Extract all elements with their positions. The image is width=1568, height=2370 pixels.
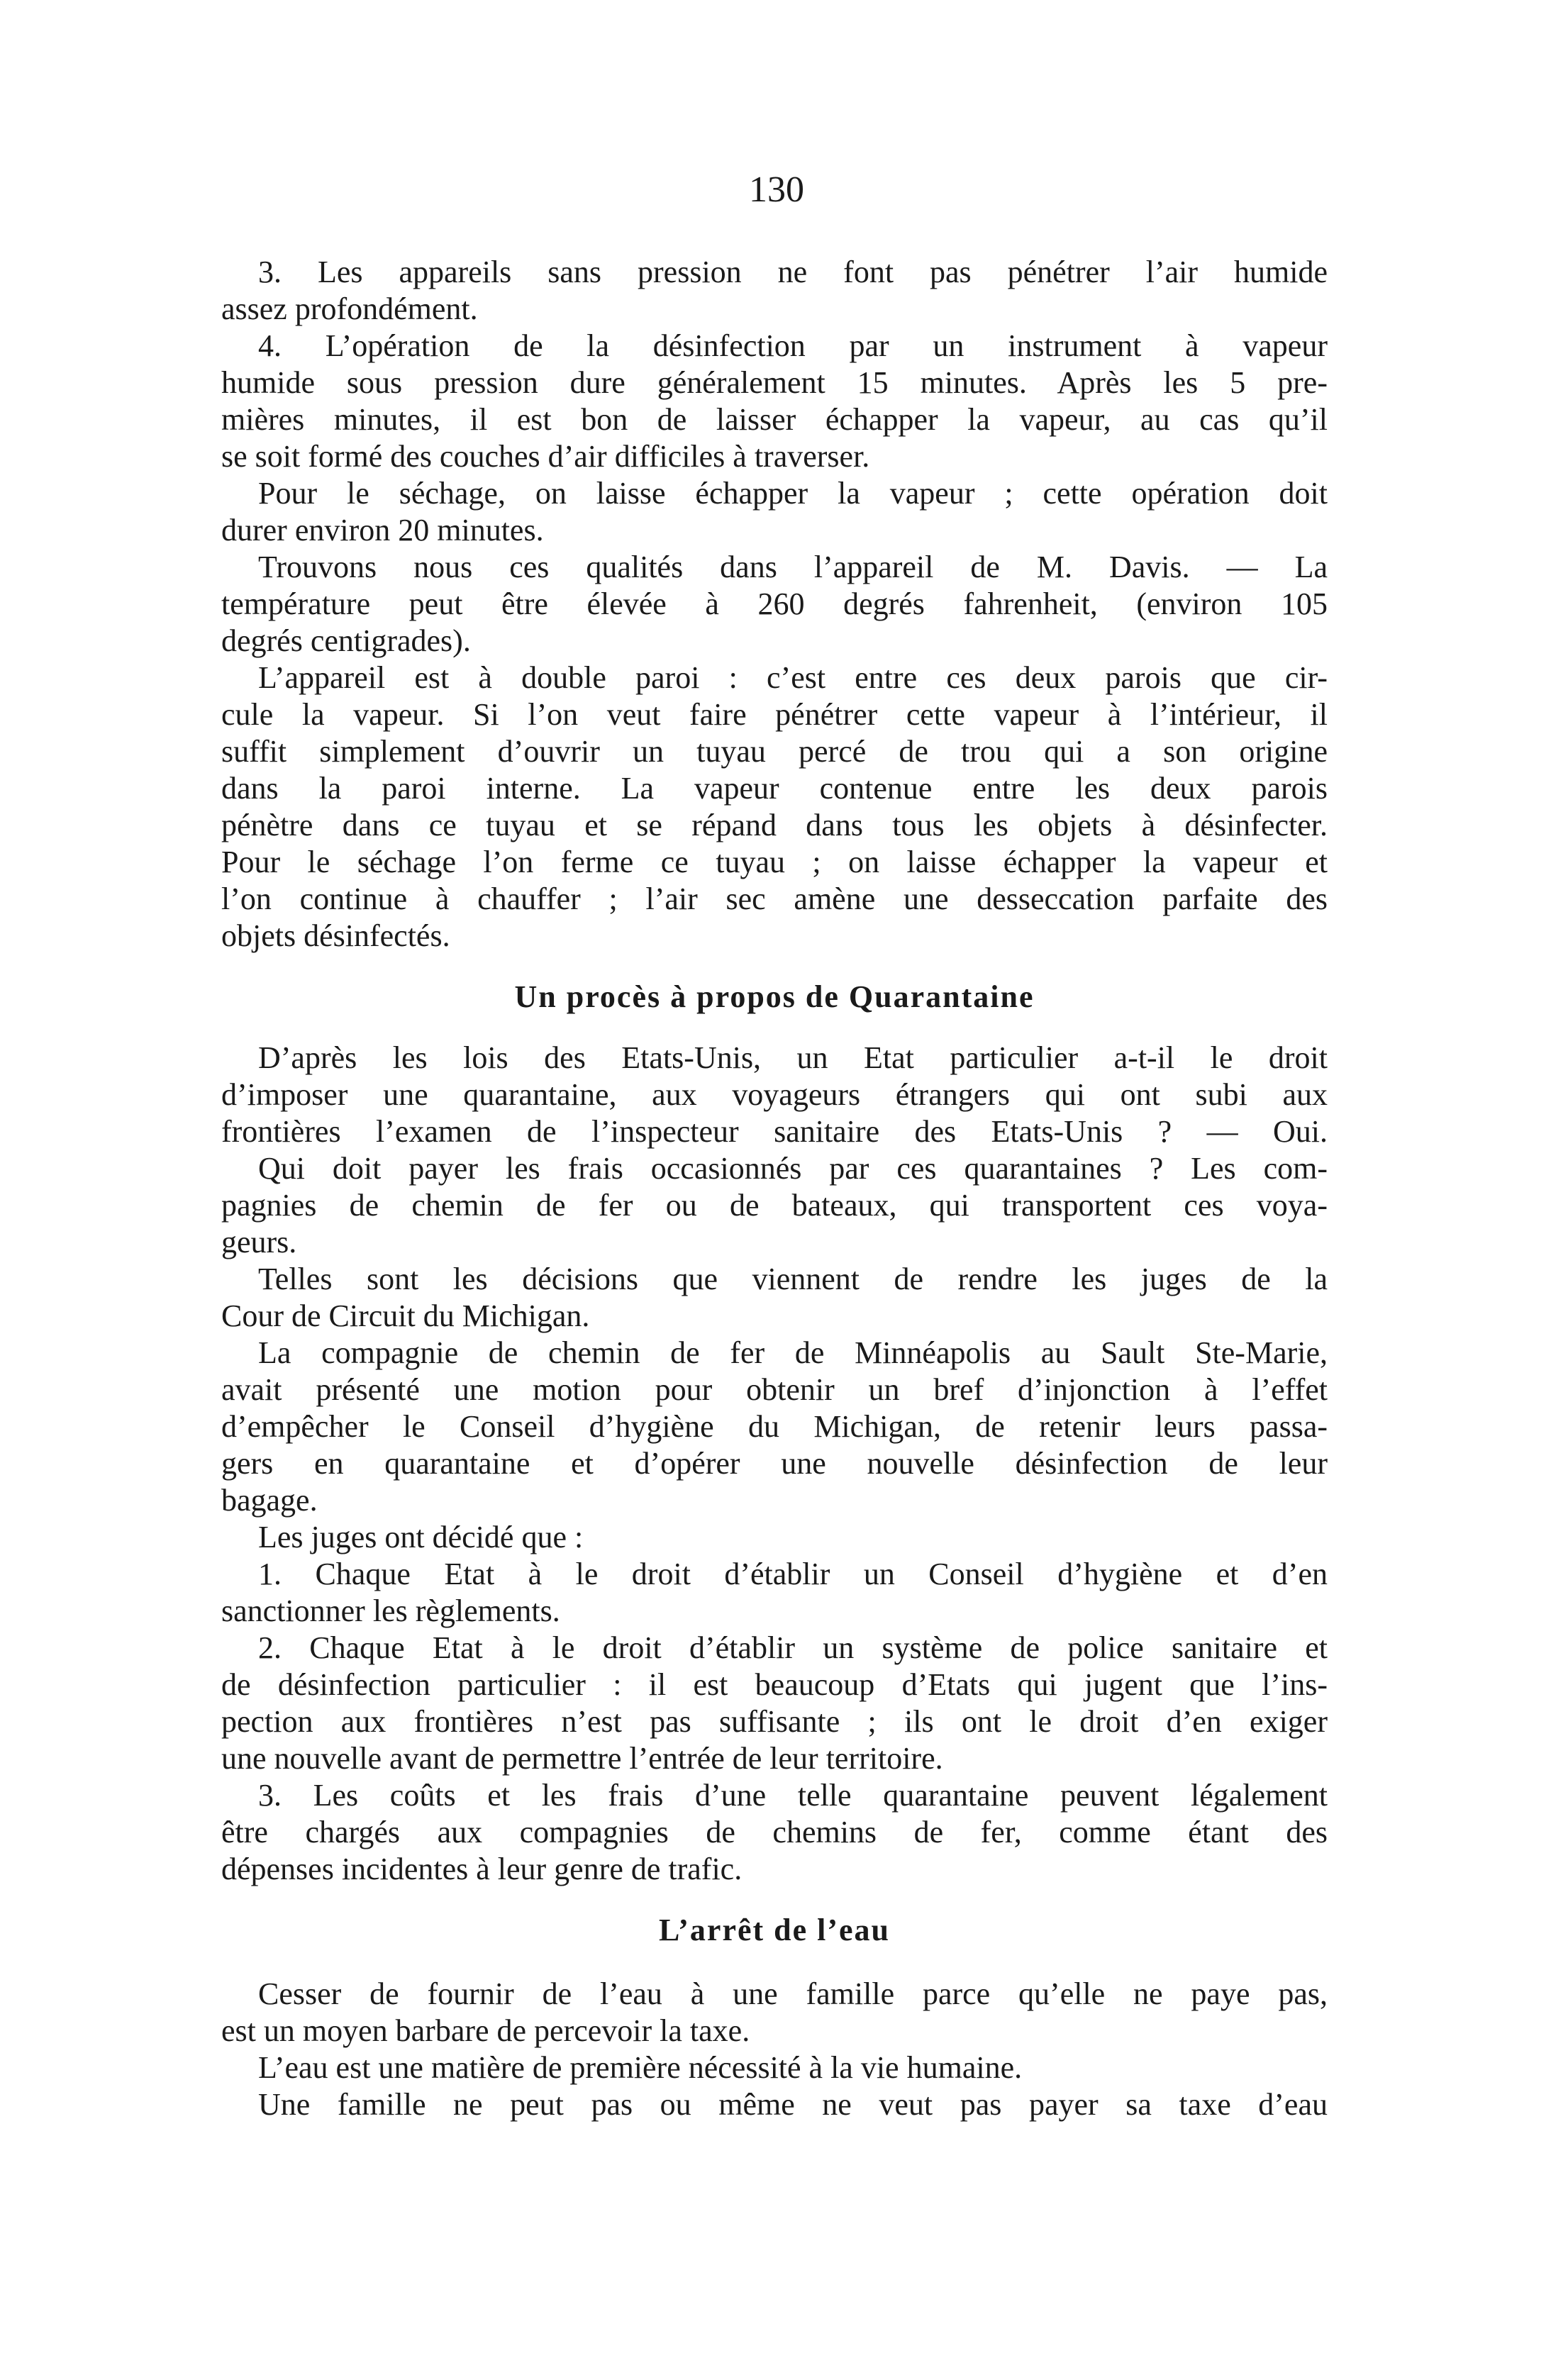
text-line: sanctionner les règlements. <box>221 1593 560 1628</box>
text-column <box>221 254 1328 2123</box>
text-line: dépenses incidentes à leur genre de trafic. <box>221 1852 743 1886</box>
text-line: L’eau est une matière de première nécessité à la vie humaine. <box>258 2050 1023 2085</box>
text-line: est un moyen barbare de percevoir la taxe. <box>221 2013 750 2048</box>
text-line: pagnies de chemin de fer ou de bateaux, qui transportent ces voya- <box>221 1188 1328 1223</box>
section-quarantaine <box>221 1040 1328 1888</box>
text-line: cule la vapeur. Si l’on veut faire pénétrer cette vapeur à l’intérieur, il <box>221 697 1328 732</box>
text-line: Cesser de fournir de l’eau à une famille parce qu’elle ne paye pas, <box>258 1976 1328 2011</box>
text-line: geurs. <box>221 1225 297 1259</box>
text-line: gers en quarantaine et d’opérer une nouvelle désinfection de leur <box>221 1446 1328 1481</box>
text-line: 4. L’opération de la désinfection par un instrument à vapeur <box>258 328 1328 363</box>
text-line: Cour de Circuit du Michigan. <box>221 1298 590 1333</box>
text-line: 2. Chaque Etat à le droit d’établir un système de police sanitaire et <box>258 1630 1328 1665</box>
text-line: une nouvelle avant de permettre l’entrée de leur territoire. <box>221 1741 943 1776</box>
section-heading-eau: L’arrêt de l’eau <box>658 1913 891 1947</box>
text-line: durer environ 20 minutes. <box>221 513 544 547</box>
text-line: d’empêcher le Conseil d’hygiène du Michigan, de retenir leurs passa- <box>221 1409 1328 1444</box>
text-line: La compagnie de chemin de fer de Minnéapolis au Sault Ste-Marie, <box>258 1335 1328 1370</box>
text-line: Pour le séchage, on laisse échapper la vapeur ; cette opération doit <box>258 476 1328 511</box>
page-number: 130 <box>749 169 804 210</box>
text-line: objets désinfectés. <box>221 918 450 953</box>
text-line: frontières l’examen de l’inspecteur sanitaire des Etats-Unis ? — Oui. <box>221 1114 1328 1149</box>
text-line: Trouvons nous ces qualités dans l’appareil de M. Davis. — La <box>258 550 1328 584</box>
text-line: pection aux frontières n’est pas suffisante ; ils ont le droit d’en exiger <box>221 1704 1328 1739</box>
text-line: 1. Chaque Etat à le droit d’établir un Conseil d’hygiène et d’en <box>258 1557 1328 1591</box>
text-line: l’on continue à chauffer ; l’air sec amène une desseccation parfaite des <box>221 881 1328 916</box>
text-line: 3. Les appareils sans pression ne font pas pénétrer l’air humide <box>258 255 1328 289</box>
section-intro <box>221 254 1328 955</box>
text-line: suffit simplement d’ouvrir un tuyau percé de trou qui a son origine <box>221 734 1328 769</box>
text-line: mières minutes, il est bon de laisser échapper la vapeur, au cas qu’il <box>221 402 1328 437</box>
text-line: humide sous pression dure généralement 15 minutes. Après les 5 pre- <box>221 365 1328 400</box>
text-line: de désinfection particulier : il est beaucoup d’Etats qui jugent que l’ins- <box>221 1667 1328 1702</box>
text-line: Telles sont les décisions que viennent de rendre les juges de la <box>258 1262 1328 1296</box>
text-line: température peut être élevée à 260 degrés fahrenheit, (environ 105 <box>221 586 1328 621</box>
section-eau <box>221 1976 1328 2123</box>
text-line: degrés centigrades). <box>221 623 471 658</box>
text-line: D’après les lois des Etats-Unis, un Etat particulier a-t-il le droit <box>258 1040 1328 1075</box>
text-line: être chargés aux compagnies de chemins de fer, comme étant des <box>221 1815 1328 1849</box>
text-line: Qui doit payer les frais occasionnés par ces quarantaines ? Les com- <box>258 1151 1328 1186</box>
text-line: avait présenté une motion pour obtenir un bref d’injonction à l’effet <box>221 1372 1328 1407</box>
text-line: d’imposer une quarantaine, aux voyageurs étrangers qui ont subi aux <box>221 1077 1328 1112</box>
text-line: se soit formé des couches d’air difficiles à traverser. <box>221 439 870 474</box>
text-line: Pour le séchage l’on ferme ce tuyau ; on laisse échapper la vapeur et <box>221 845 1328 879</box>
text-line: dans la paroi interne. La vapeur contenue entre les deux parois <box>221 771 1328 806</box>
text-line: L’appareil est à double paroi : c’est entre ces deux parois que cir- <box>258 660 1328 695</box>
section-heading-quarantaine: Un procès à propos de Quarantaine <box>514 979 1035 1014</box>
text-line: Une famille ne peut pas ou même ne veut pas payer sa taxe d’eau <box>258 2087 1328 2122</box>
text-line: 3. Les coûts et les frais d’une telle quarantaine peuvent légalement <box>258 1778 1328 1813</box>
text-line: Les juges ont décidé que : <box>258 1520 584 1554</box>
text-line: assez profondément. <box>221 291 478 326</box>
text-line: bagage. <box>221 1483 318 1518</box>
text-line: pénètre dans ce tuyau et se répand dans tous les objets à désinfecter. <box>221 808 1328 842</box>
